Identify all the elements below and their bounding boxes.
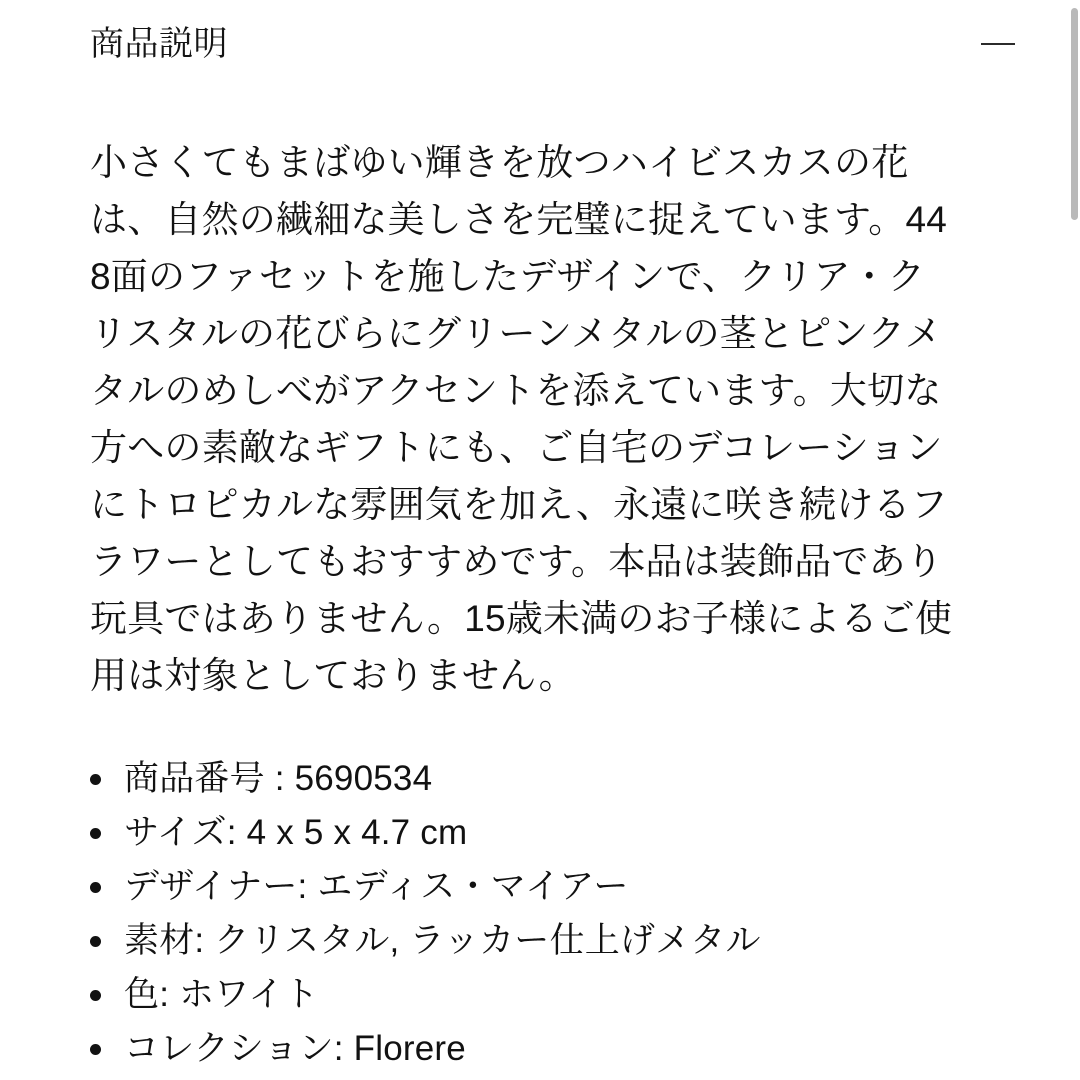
spec-item-label: デザイナー: エディス・マイアー (124, 867, 629, 906)
list-item (90, 860, 1024, 914)
vertical-scrollbar[interactable] (1070, 0, 1080, 1080)
spec-item-label: 商品番号 : 5690534 (124, 759, 433, 798)
section-header[interactable] (90, 0, 1024, 76)
spec-item-label: コレクション: Florere (124, 1029, 466, 1068)
bullet-icon (90, 752, 124, 806)
page-title: 商品説明 (90, 25, 228, 63)
list-item (90, 914, 1024, 968)
spec-item-label: 色: ホワイト (124, 975, 319, 1014)
spec-item-label: サイズ: 4 x 5 x 4.7 cm (124, 813, 468, 852)
list-item (90, 1022, 1024, 1076)
spec-item-label: 素材: クリスタル, ラッカー仕上げメタル (124, 921, 761, 960)
bullet-icon (90, 1022, 124, 1076)
bullet-icon (90, 968, 124, 1022)
bullet-icon (90, 860, 124, 914)
bullet-icon (90, 914, 124, 968)
description-text: 小さくてもまばゆい輝きを放つハイビスカスの花は、自然の繊細な美しさを完璧に捉えています。448面のファセットを施したデザインで、クリア・クリスタルの花びらにグリーンメタルの茎とピンクメタルのめしべがアクセントを添えています。大切な方への素敵なギフトにも、ご自宅のデコレーションにトロピカルな雰囲気を加え、永遠に咲き続けるフラワーとしてもおすすめです。本品は装飾品であり玩具ではありません。15歳未満のお子様によるご使用は対象としておりません。 (90, 142, 953, 696)
list-item (90, 752, 1024, 806)
collapse-section-button[interactable] (976, 22, 1020, 66)
scrollbar-thumb[interactable] (1071, 8, 1078, 220)
minus-icon (981, 43, 1015, 45)
list-item (90, 806, 1024, 860)
bullet-icon (90, 806, 124, 860)
spec-list (90, 752, 1024, 1076)
list-item (90, 968, 1024, 1022)
